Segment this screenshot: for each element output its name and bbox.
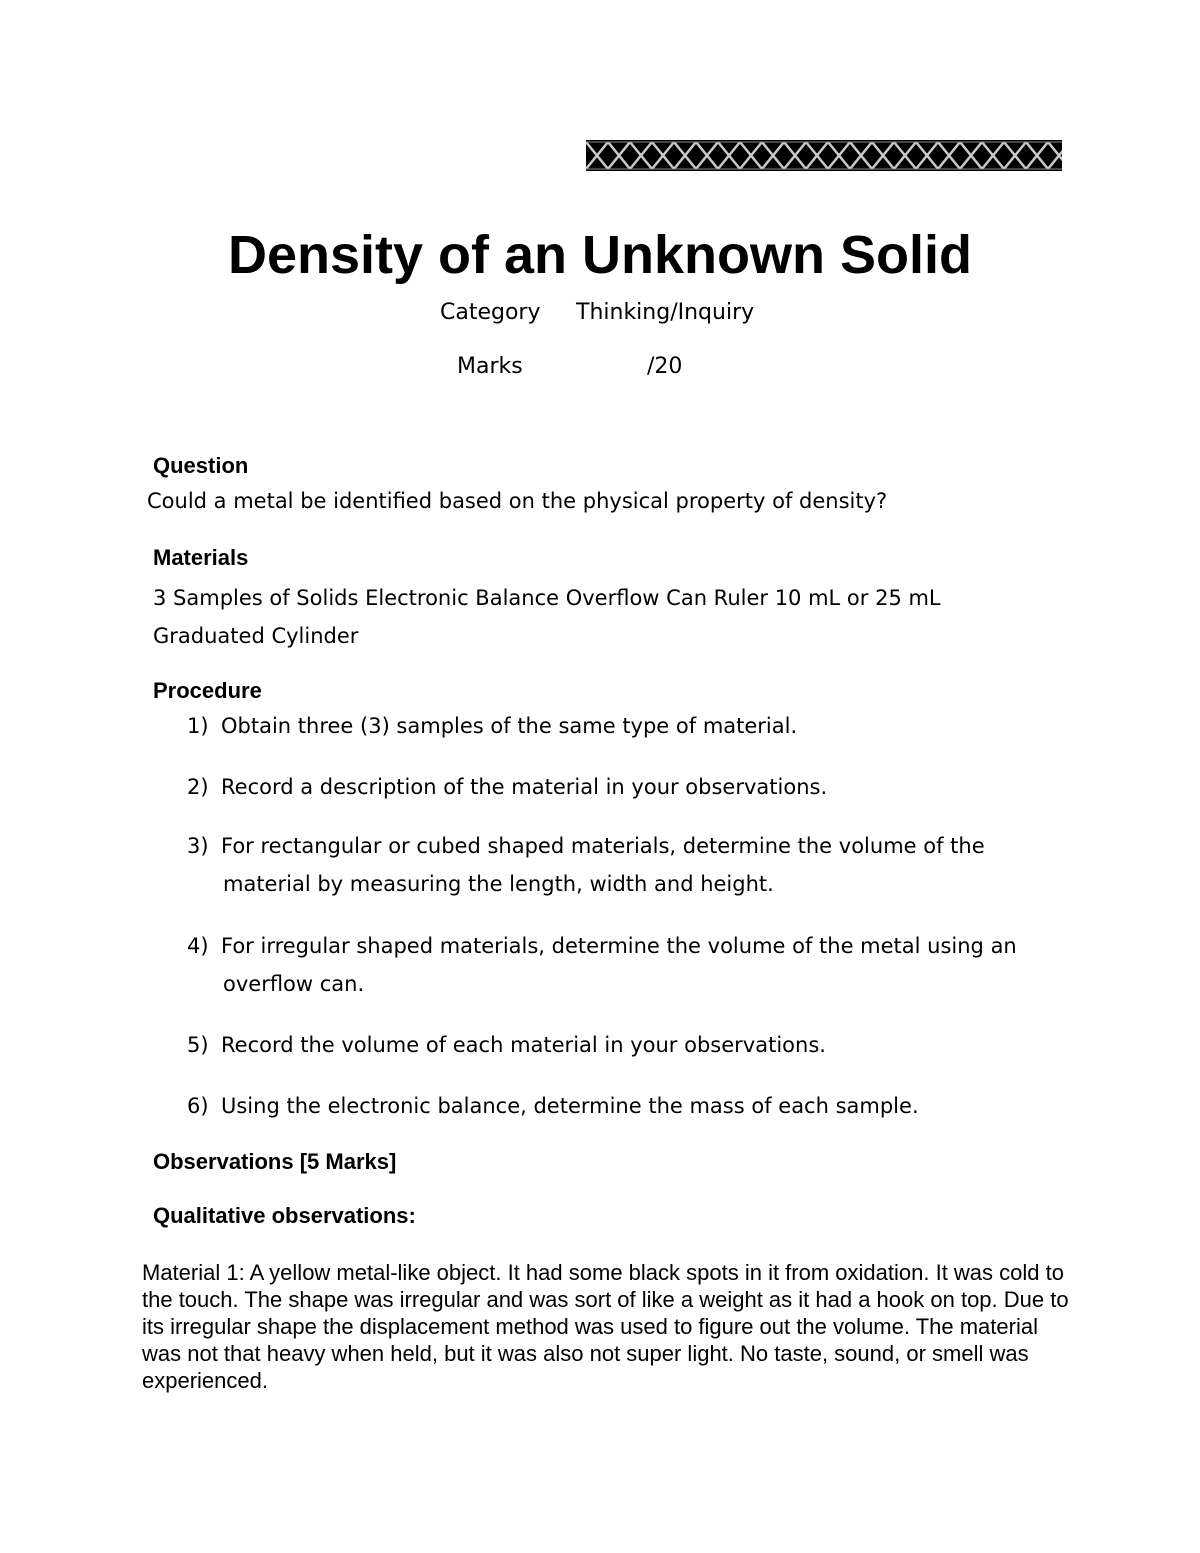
step-text: Using the electronic balance, determine the mass of each sample. <box>221 1094 919 1118</box>
decorative-banner <box>586 140 1062 171</box>
procedure-step <box>187 827 1067 903</box>
step-number: 4) <box>187 934 209 958</box>
marks-label: Marks <box>457 354 523 379</box>
category-value: Thinking/Inquiry <box>576 300 755 325</box>
step-text-continued: overflow can. <box>223 972 365 996</box>
step-text: Record a description of the material in your observations. <box>221 775 828 799</box>
material-1-observation: Material 1: A yellow metal-like object. It had some black spots in it from oxidation. It was cold to the touch. The shape was irregular and was sort of like a weight as it had a hook on top. Due to its irregular shape the displacement method was used to figure out the volume. The material was not that heavy when held, but it was also not super light. No taste, sound, or smell was experienced. <box>142 1260 1069 1393</box>
question-heading: Question <box>153 453 249 478</box>
step-number: 2) <box>187 775 209 799</box>
observations-heading: Observations [5 Marks] <box>153 1149 397 1174</box>
marks-value: /20 <box>647 354 683 379</box>
step-text: Record the volume of each material in your observations. <box>221 1033 826 1057</box>
category-row <box>0 298 1200 328</box>
procedure-heading: Procedure <box>153 678 262 703</box>
step-text-continued: material by measuring the length, width and height. <box>223 872 774 896</box>
qualitative-heading: Qualitative observations: <box>153 1203 416 1228</box>
step-text: Obtain three (3) samples of the same type of material. <box>221 714 798 738</box>
category-label: Category <box>440 300 541 325</box>
procedure-step <box>187 1026 1067 1064</box>
step-text: For rectangular or cubed shaped materials, determine the volume of the <box>221 834 985 858</box>
procedure-step <box>187 927 1067 1003</box>
step-number: 1) <box>187 714 209 738</box>
materials-heading: Materials <box>153 545 249 570</box>
step-number: 5) <box>187 1033 209 1057</box>
step-number: 6) <box>187 1094 209 1118</box>
question-text: Could a metal be identified based on the physical property of density? <box>147 489 888 513</box>
procedure-step <box>187 707 1067 745</box>
step-number: 3) <box>187 834 209 858</box>
step-text: For irregular shaped materials, determine the volume of the metal using an <box>221 934 1017 958</box>
materials-text: 3 Samples of Solids Electronic Balance Overflow Can Ruler 10 mL or 25 mL Graduated Cylinder <box>153 586 941 648</box>
procedure-step <box>187 1087 1067 1125</box>
marks-row <box>0 352 1200 382</box>
page-title: Density of an Unknown Solid <box>227 225 973 285</box>
procedure-step <box>187 768 1067 806</box>
